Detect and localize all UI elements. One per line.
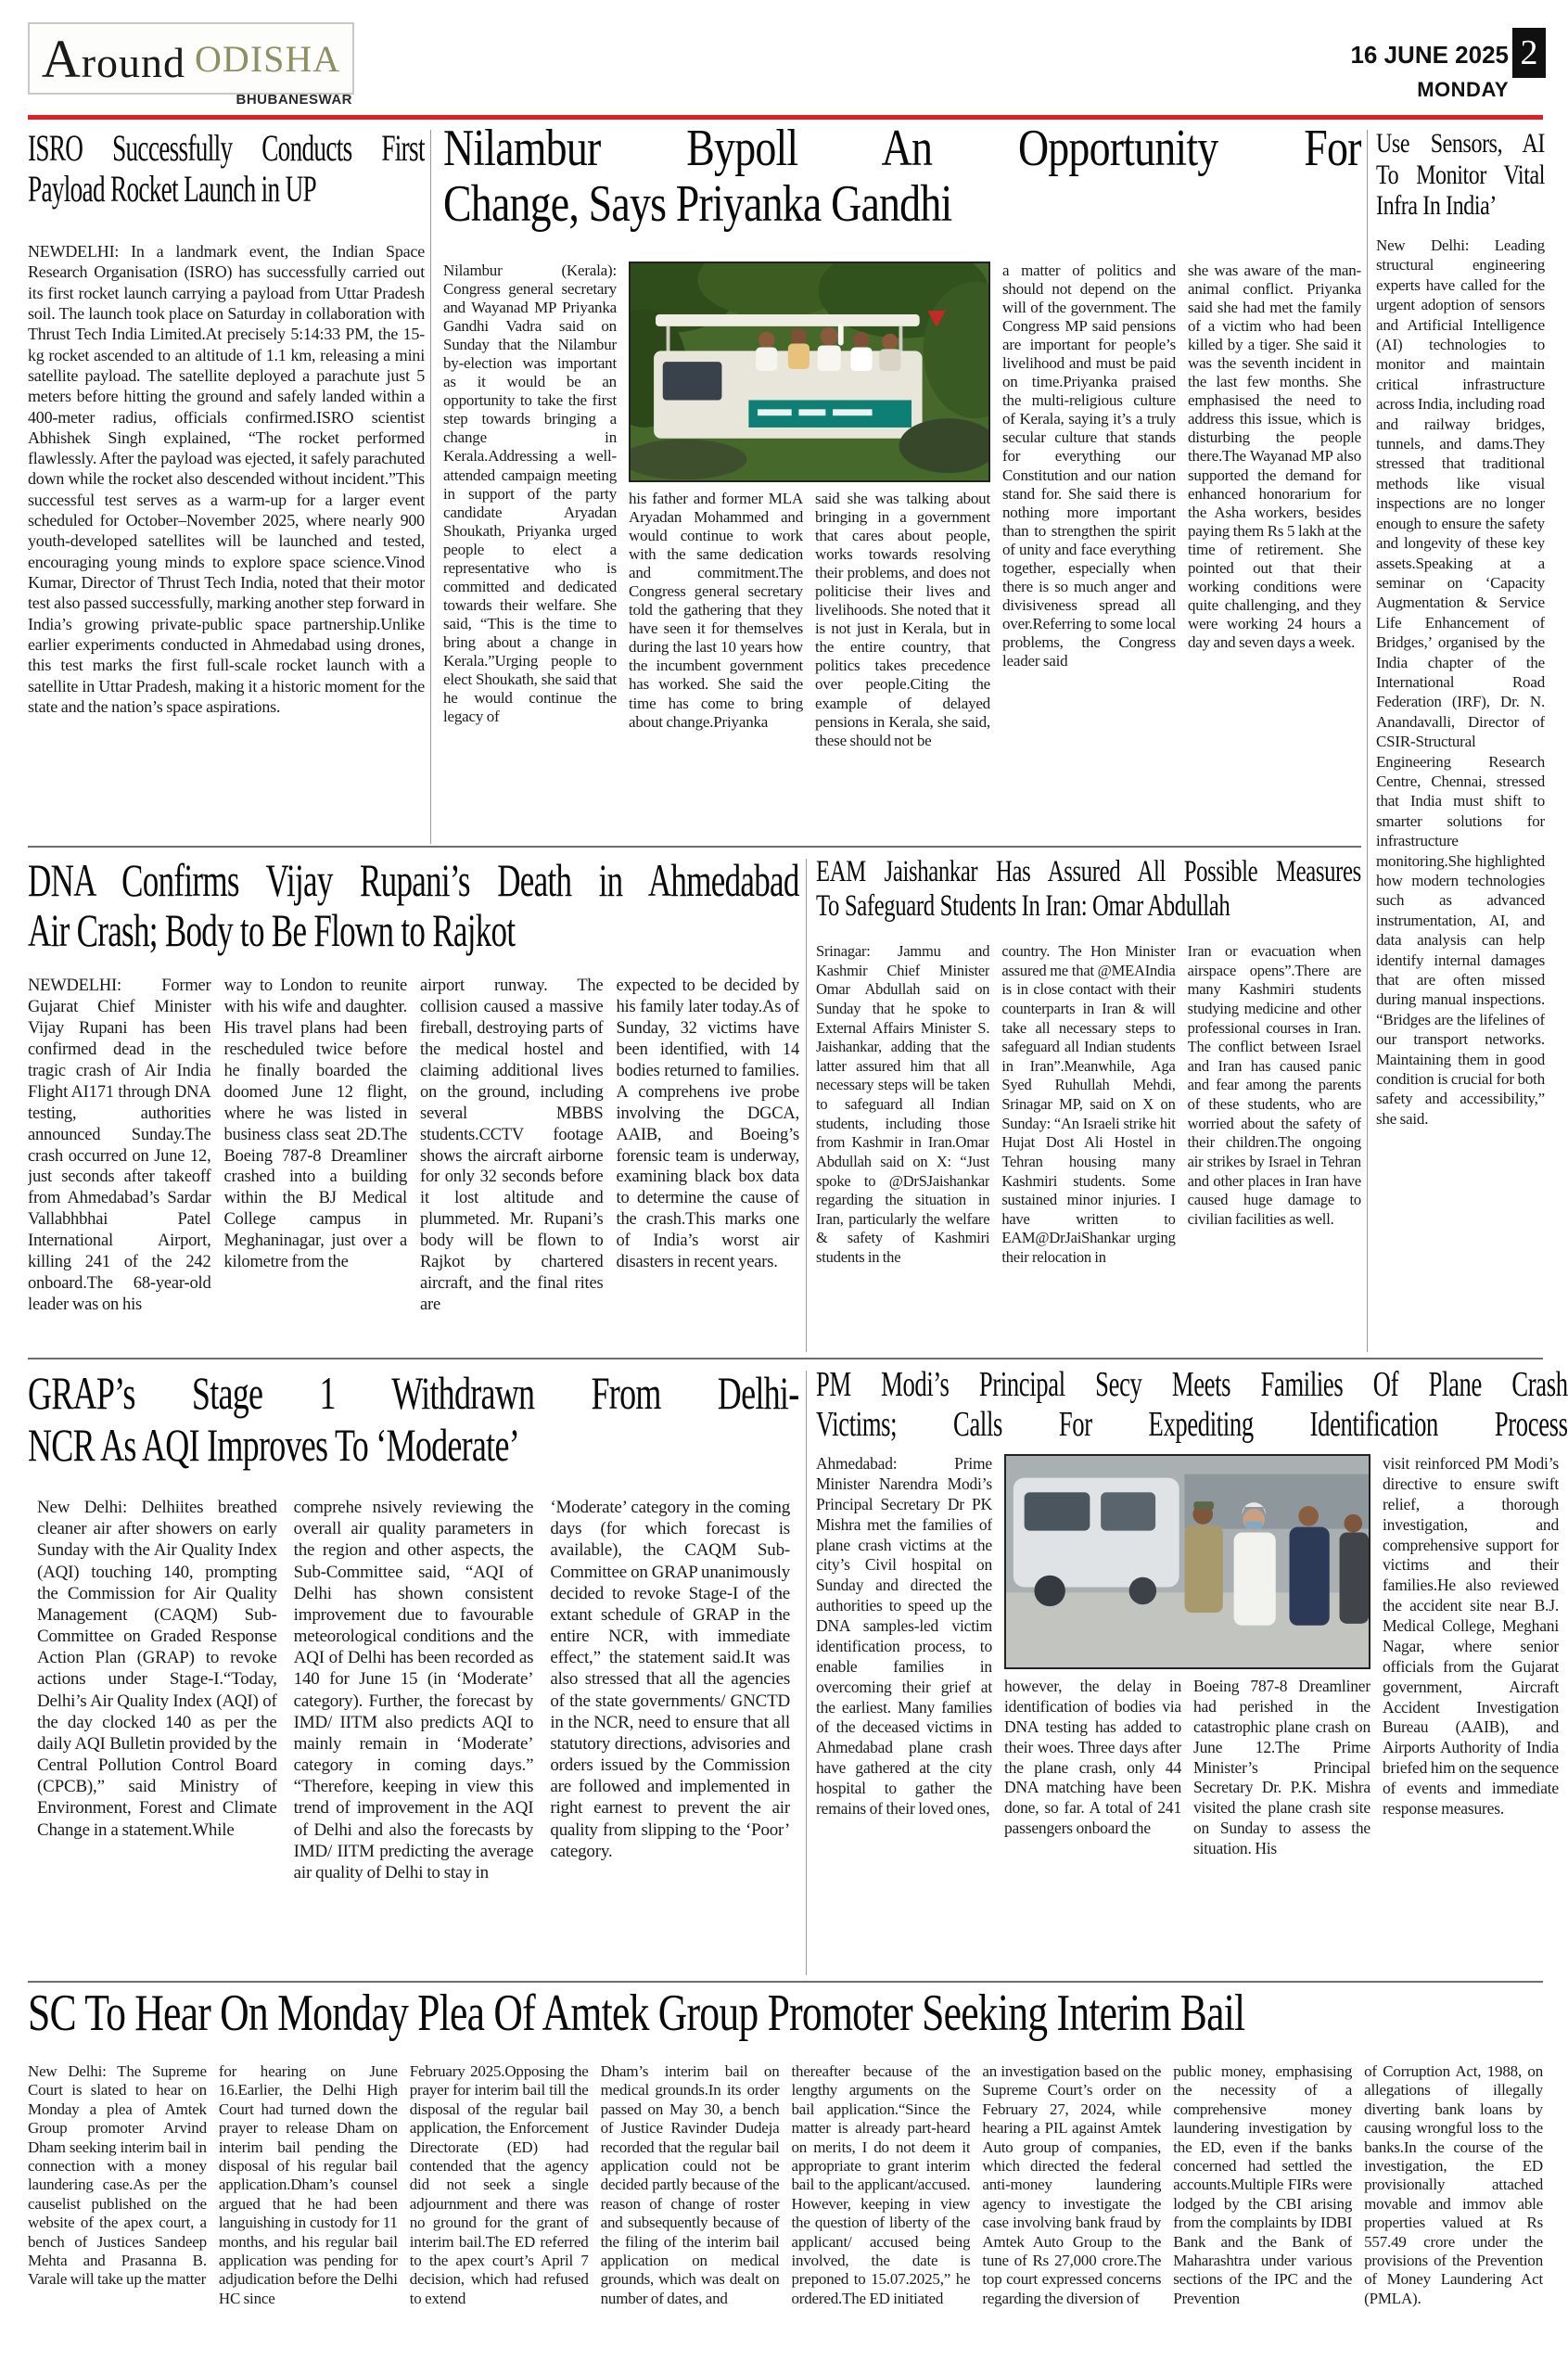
- pm-col-4: visit reinforced PM Modi’s directive to ensure swift relief, a thorough investigation, and comprehensive support for victims and their families.He also reviewed the accident site near B.J. Medical College, Meghani Nagar, where senior officials from the Gujarat government, Aircraft Accident Investigation Bureau (AAIB), and Airports Authority of India briefed him on the sequence of events and immediate response measures.: [1383, 1454, 1559, 1818]
- nilambur-headline-line2: Change, Says Priyanka Gandhi: [443, 175, 952, 234]
- isro-headline-line1: ISRO Successfully Conducts First: [28, 128, 425, 169]
- sc-col-6: an investigation based on the Supreme Court’s order on February 27, 2024, while hearing a PIL against Amtek Auto group of companies, which directed the federal anti-money laundering agency to investigate the case involving bank fraud by Amtek Auto Group to the tune of Rs 27,000 crore.The top court expressed concerns regarding the diversion of: [982, 2062, 1162, 2307]
- pm-col-3: Boeing 787-8 Dreamliner had perished in the catastrophic plane crash on June 12.The Prime Minister’s Principal Secretary Dr. P.K. Mishra visited the plane crash site on Sunday to assess the situation. His: [1193, 1677, 1370, 1857]
- officials-at-hospital-illustration: [1006, 1456, 1369, 1667]
- sc-col-5: thereafter because of the lengthy arguments on the bail application.“Since the matter is already part-heard on merits, I do not deem it appropriate to grant interim bail to the applicant/accused. However, keeping in view the question of liberty of the applicant/ accused being involved, the date is preponed to 15.07.2025,” he ordered.The ED initiated: [791, 2062, 971, 2307]
- isro-body: NEWDELHI: In a landmark event, the Indian Space Research Organisation (ISRO) has successfully carried out its first rocket launch carrying a payload from Uttar Pradesh soil. The launch took place on Saturday in collaboration with Thrust Tech India Limited.At precisely 5:14:33 PM, the 15-kg rocket ascended to an altitude of 1.1 km, releasing a mini satellite payload. The satellite deployed a parachute just 5 meters before hitting the ground and safely landed within a 400-meter radius, officials confirmed.ISRO scientist Abhishek Singh explained, “The rocket performed flawlessly. After the payload was ejected, it safely parachuted down while the rocket also descended without incident.”This successful test serves as a warm-up for a larger event scheduled for October–November 2025, where nearly 900 youth-developed satellites will be launched and tested, encouraging young minds to explore space science.Vinod Kumar, Director of Thrust Tech India, noted that their motor test also passed successfully, marking another step forward in India’s growing private-public space partnership.Unlike earlier experiments conducted in Ahmedabad using drones, this test marks the first full-scale rocket launch with a satellite in Uttar Pradesh, making it a historic moment for the state and the nation’s space aspirations.: [28, 242, 425, 716]
- article-sc: [28, 1986, 1568, 2368]
- article-sensors: [1376, 128, 1545, 1352]
- masthead-brand-second: ODISHA: [195, 37, 341, 80]
- eam-col-3: Iran or evacuation when airspace opens”.There are many Kashmiri students studying medicine and other professional courses in Iran. The conflict between Israel and Iran has caused panic and fear among the parents of these students, who are worried about the safety of their children.The ongoing air strikes by Israel in Tehran and other places in Iran have caused huge damage to civilian facilities as well.: [1187, 942, 1361, 1228]
- dna-headline-line1: DNA Confirms Vijay Rupani’s Death in Ahmedabad: [28, 854, 799, 906]
- sc-col-1: New Delhi: The Supreme Court is slated to hear on Monday a plea of Amtek Group promoter Arvind Dham seeking interim bail in connection with a money laundering case.As per the causelist published on the website of the apex court, a bench of Justices Sandeep Mehta and Prasanna B. Varale will take up the matter: [28, 2062, 207, 2289]
- article-grap: [28, 1365, 799, 1977]
- dna-col-3: airport runway. The collision caused a massive fireball, destroying parts of the medical hostel and claiming additional lives on the ground, including several MBBS students.CCTV footage shows the aircraft airborne for only 32 seconds before it lost altitude and plummeted. Mr. Rupani’s body will be flown to Rajkot by chartered aircraft, and the final rites are: [420, 976, 604, 1315]
- grap-headline: [28, 1367, 798, 1471]
- eam-headline-line2: To Safeguard Students In Iran: Omar Abdullah: [816, 888, 1230, 923]
- article-pm: [816, 1365, 1568, 1977]
- article-eam: [816, 855, 1361, 1354]
- isro-headline-line2: Payload Rocket Launch in UP: [28, 168, 317, 210]
- eam-headline: [816, 855, 1361, 924]
- header-red-rule: [28, 115, 1543, 120]
- grap-headline-line2: NCR As AQI Improves To ‘Moderate’: [28, 1419, 519, 1471]
- masthead-city: BHUBANESWAR: [236, 92, 352, 108]
- column-rule: [430, 130, 431, 844]
- nilambur-col-1: Nilambur (Kerala): Congress general secretary and Wayanad MP Priyanka Gandhi Vadra said on Sunday that the Nilambur by-election was important as it would be an opportunity to take the first step towards bringing a change in Kerala.Addressing a well-attended campaign meeting in support of the party candidate Aryadan Shoukath, Priyanka urged people to elect a representative who is committed and dedicated towards their welfare. She said, “This is the time to bring about a change in Kerala.”Urging people to elect Shoukath, she said that he would continue the legacy of: [443, 262, 617, 726]
- pm-headline: [816, 1365, 1568, 1446]
- nilambur-col-3: said she was talking about bringing in a government that cares about people, works towards resolving their problems, and does not politicise their lives and livelihoods. She noted that it is not just in Kerala, but in the entire country, that politics takes precedence over people.Citing the example of delayed pensions in Kerala, she said, these should not be: [815, 490, 990, 749]
- sensors-body: New Delhi: Leading structural engineering experts have called for the urgent adoption of sensors and Artificial Intelligence (AI) technologies to monitor and maintain critical infrastructure across India, including road and railway bridges, tunnels, and dams.They stressed that traditional methods like visual inspections are no longer enough to ensure the safety and longevity of these key assets.Speaking at a seminar on ‘Capacity Augmentation & Service Life Enhancement of Bridges,’ organised by the India chapter of the International Road Federation (IRF), Dr. N. Anandavalli, Director of CSIR-Structural Engineering Research Centre, Chennai, stressed that India must shift to smarter solutions for infrastructure monitoring.She highlighted how modern technologies such as advanced instrumentation, AI, and data analysis can help identify internal damages that are often missed during manual inspections. “Bridges are the lifelines of our transport networks. Maintaining them in good condition is crucial for both safety and accessibility,” she said.: [1376, 236, 1545, 1128]
- dna-col-1: NEWDELHI: Former Gujarat Chief Minister Vijay Rupani has been confirmed dead in the tragic crash of Air India Flight AI171 through DNA testing, authorities announced Sunday.The crash occurred on June 12, just seconds after takeoff from Ahmedabad’s Sardar Vallabhbhai Patel International Airport, killing 241 of the 242 onboard.The 68-year-old leader was on his: [28, 976, 211, 1315]
- sensors-headline-line2: To Monitor Vital: [1376, 159, 1545, 190]
- nilambur-headline: [443, 121, 1361, 233]
- article-dna: [28, 853, 799, 1354]
- sensors-headline-line3: Infra In India’: [1376, 190, 1497, 222]
- column-rule: [1367, 130, 1368, 1352]
- campaign-vehicle-illustration: [631, 263, 988, 480]
- issue-date: 16 JUNE 2025: [1350, 41, 1509, 69]
- section-rule: [28, 846, 1361, 848]
- sensors-headline: [1376, 128, 1545, 222]
- sc-headline: [28, 1986, 1568, 2041]
- pm-col-2: however, the delay in identification of bodies via DNA testing has added to their woes. Three days after the plane crash, only 44 DNA matching have been done, so far. A total of 241 passengers onboard the: [1004, 1677, 1181, 1838]
- column-rule: [806, 1371, 807, 1975]
- dna-col-4: expected to be decided by his family later today.As of Sunday, 32 victims have been identified, with 14 bodies returned to families. A comprehens ive probe involving the DGCA, AAIB, and Boeing’s forensic team is underway, examining black box data to determine the cause of the crash.This marks one of India’s worst air disasters in recent years.: [616, 976, 799, 1272]
- crash-families-photo: [1004, 1454, 1370, 1669]
- pm-headline-line1: PM Modi’s Principal Secy Meets Families Of Plane Crash: [816, 1365, 1568, 1404]
- sc-col-2: for hearing on June 16.Earlier, the Delhi High Court had turned down the prayer to release Dham on interim bail pending the disposal of his regular bail application.Dham’s counsel argued that he had been languishing in custody for 11 months, and his regular bail application was pending for adjudication before the Delhi HC since: [218, 2062, 398, 2307]
- nilambur-campaign-photo: [629, 262, 990, 482]
- pm-col-1: Ahmedabad: Prime Minister Narendra Modi’s Principal Secretary Dr PK Mishra met the families of plane crash victims at the city’s Civil hospital on Sunday and directed the authorities to speed up the DNA samples-led victim identification process, to enable families in overcoming their grief at the earliest. Many families of the deceased victims in Ahmedabad plane crash have gathered at the city hospital to gather the remains of their loved ones,: [816, 1454, 992, 1818]
- eam-col-1: Srinagar: Jammu and Kashmir Chief Minister Omar Abdullah said on Sunday that he spoke to External Affairs Minister S. Jaishankar, adding that the latter assured him that all necessary steps will be taken to safeguard all Indian students, including those from Kashmir in Iran.Omar Abdullah said on X: “Just spoke to @DrSJaishankar regarding the situation in Iran, particularly the welfare & safety of Kashmiri students in the: [816, 942, 990, 1266]
- isro-headline: [28, 128, 425, 210]
- dna-headline: [28, 855, 799, 955]
- dna-col-2: way to London to reunite with his wife and daughter. His travel plans had been rescheduled twice before he finally boarded the doomed June 12 flight, where he was listed in business class seat 2D.The Boeing 787-8 Dreamliner crashed into a building within the BJ Medical College campus in Meghaninagar, just over a kilometre from the: [223, 976, 407, 1272]
- nilambur-col-2: his father and former MLA Aryadan Mohammed and would continue to work with the same dedication and commitment.The Congress general secretary told the gathering that they have seen it for themselves during the last 10 years how the incumbent government has worked. She said the time has come to bring about change.Priyanka: [629, 490, 803, 731]
- nilambur-col-5: she was aware of the man-animal conflict. Priyanka said she had met the family of a victim who had been killed by a tiger. She said it was the seventh incident in the last few months. She emphasised the need to address this issue, which is disturbing the people there.The Wayanad MP also supported the demand for enhanced honorarium for the Asha workers, besides paying them Rs 5 lakh at the time of retirement. She pointed out that their working conditions were quite challenging, and they were working 24 hours a day and seven days a week.: [1188, 262, 1361, 651]
- sc-col-3: February 2025.Opposing the prayer for interim bail till the disposal of the regular bail application, the Enforcement Directorate (ED) had contended that the agency did not seek a single adjournment and there was no ground for the grant of interim bail.The ED referred to the apex court’s April 7 decision, which had refused to extend: [409, 2062, 589, 2307]
- nilambur-col-4: a matter of politics and should not depend on the will of the government. The Congress MP said pensions are important for people’s livelihood and must be paid on time.Priyanka praised the multi-religious culture of Kerala, saying it’s a truly secular culture that stands for everything our Constitution and our nation stand for. She said there is nothing more important than to strengthen the spirit of unity and face everything together, especially when there is so much anger and divisiveness spread all over.Referring to some local problems, the Congress leader said: [1002, 262, 1176, 670]
- sensors-headline-line1: Use Sensors, AI: [1376, 128, 1545, 159]
- eam-headline-line1: EAM Jaishankar Has Assured All Possible Measures: [816, 855, 1361, 888]
- section-rule: [28, 1358, 1543, 1359]
- sc-col-8: of Corruption Act, 1988, on allegations of illegally diverting bank loans by causing wrongful loss to the banks.In the course of the investigation, the ED provisionally attached movable and immov able properties valued at Rs 557.49 crore under the provisions of the Prevention of Money Laundering Act (PMLA).: [1364, 2062, 1543, 2307]
- page-number-badge: 2: [1512, 28, 1546, 78]
- sc-col-4: Dham’s interim bail on medical grounds.In its order passed on May 30, a bench of Justice Ravinder Dudeja recorded that the regular bail application could not be decided partly because of the reason of change of roster and subsequently because of the filing of the interim bail application on medical grounds, which was dealt on number of dates, and: [600, 2062, 780, 2307]
- section-rule: [28, 1981, 1543, 1983]
- grap-col-3: ‘Moderate’ category in the coming days (for which forecast is available), the CAQM Sub-Committee on GRAP unanimously decided to revoke Stage-I of the extant schedule of GRAP in the entire NCR, with immediate effect,” the statement said.It was also stressed that all the agencies of the state governments/ GNCTD in the NCR, need to ensure that all statutory directions, advisories and orders issued by the Commission are followed and implemented in right earnest to prevent the air quality from slipping to the ‘Poor’ category.: [550, 1498, 791, 1861]
- grap-headline-line1: GRAP’s Stage 1 Withdrawn From Delhi-: [28, 1367, 799, 1419]
- issue-day: MONDAY: [1417, 78, 1509, 101]
- article-isro: [28, 128, 425, 844]
- eam-col-2: country. The Hon Minister assured me that @MEAIndia is in close contact with their counterparts in Iran & will take all necessary steps to safeguard all Indian students in Iran”.Meanwhile, Aga Syed Ruhullah Mehdi, Srinagar MP, said on X on Sunday: “An Israeli strike hit Hujat Dost Ali Hostel in Tehran housing many Kashmiri students. Some sustained minor injuries. I have written to EAM@DrJaiShankar urging their relocation in: [1001, 942, 1176, 1266]
- grap-col-2: comprehe nsively reviewing the overall air quality parameters in the region and other aspects, the Sub-Committee said, “AQI of Delhi has shown consistent improvement due to favourable meteorological conditions and the AQI of Delhi has been recorded as 140 for June 15 (in ‘Moderate’ category). Further, the forecast by IMD/ IITM also predicts AQI to mainly remain in ‘Moderate’ category in coming days.” “Therefore, keeping in view this trend of improvement in the AQI of Delhi and also the forecasts by IMD/ IITM predicting the average air quality of Delhi to stay in: [293, 1498, 534, 1883]
- nilambur-headline-line1: Nilambur Bypoll An Opportunity For: [443, 121, 1361, 177]
- dna-headline-line2: Air Crash; Body to Be Flown to Rajkot: [28, 904, 516, 956]
- article-nilambur: [443, 121, 1361, 846]
- grap-col-1: New Delhi: Delhiites breathed cleaner air after showers on early Sunday with the Air Quality Index (AQI) touching 140, prompting the Commission for Air Quality Management (CAQM) Sub-Committee on Graded Response Action Plan (GRAP) to revoke actions under Stage-I.“Today, Delhi’s Air Quality Index (AQI) of the day clocked 140 as per the daily AQI Bulletin provided by the Central Pollution Control Board (CPCB),” said Ministry of Environment, Forest and Climate Change in a statement.While: [37, 1498, 277, 1840]
- sc-col-7: public money, emphasising the necessity of a comprehensive money laundering investigation by the ED, even if the banks concerned had settled the accounts.Multiple FIRs were lodged by the CBI arising from the complaints by IDBI Bank and the Bank of Maharashtra under various sections of the IPC and the Prevention: [1173, 2062, 1353, 2307]
- sc-headline-line1: SC To Hear On Monday Plea Of Amtek Group Promoter Seeking Interim Bail: [28, 1986, 1245, 2042]
- masthead-brand-first: Around: [41, 28, 186, 89]
- pm-headline-line2: Victims; Calls For Expediting Identification Process: [816, 1405, 1568, 1445]
- masthead: [28, 22, 354, 95]
- column-rule: [806, 859, 807, 1352]
